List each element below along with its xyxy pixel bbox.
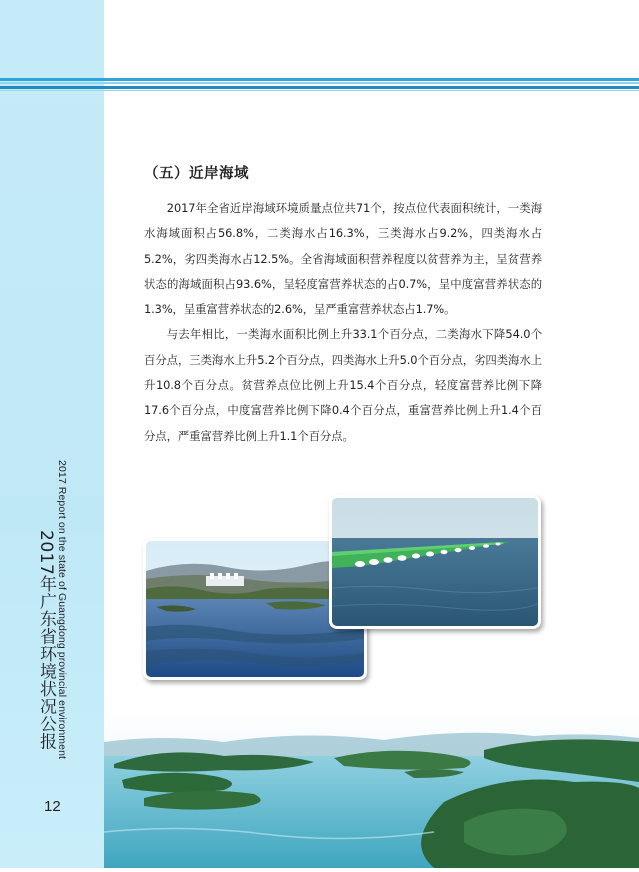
lake-islands-landscape-image <box>104 712 639 868</box>
stripe <box>0 86 639 89</box>
header-stripes <box>0 78 639 92</box>
report-title-english: 2017 Report on the state of Guangdong provincial environment <box>56 460 68 760</box>
coastal-photo-right <box>329 495 541 629</box>
report-title-chinese: 2017年广东省环境状况公报 <box>36 530 56 751</box>
coastal-photo-right-image <box>332 498 538 626</box>
stripe <box>0 78 639 81</box>
sidebar-band <box>0 0 104 868</box>
lake-islands-landscape <box>104 712 639 868</box>
paragraph: 2017年全省近岸海域环境质量点位共71个，按点位代表面积统计，一类海水海域面积占56.8%，二类海水占16.3%，三类海水占9.2%，四类海水占5.2%，劣四类海水占12.5%。全省海域面积营养程度以贫营养为主，呈贫营养状态的海域面积占93.6%，呈轻度富营养状态的占0.7%，呈中度富营养状态的1.3%，呈重富营养状态的2.6%，呈严重富营养状态占1.7%。 <box>144 201 542 317</box>
stripe <box>0 82 639 84</box>
page-number: 12 <box>44 798 61 815</box>
paragraph: 与去年相比，一类海水面积比例上升33.1个百分点，二类海水下降54.0个百分点，三类海水上升5.2个百分点，四类海水上升5.0个百分点，劣四类海水上升10.8个百分点。贫营养点位比例上升15.4个百分点，轻度富营养比例下降17.6个百分点，中度富营养比例下降0.4个百分点，重富营养比例上升1.4个百分点，严重富营养比例上升1.1个百分点。 <box>144 327 542 443</box>
section-heading: （五）近岸海域 <box>144 166 249 182</box>
section-body <box>144 196 542 449</box>
stripe <box>0 90 639 91</box>
sidebar-report-title <box>30 460 90 790</box>
